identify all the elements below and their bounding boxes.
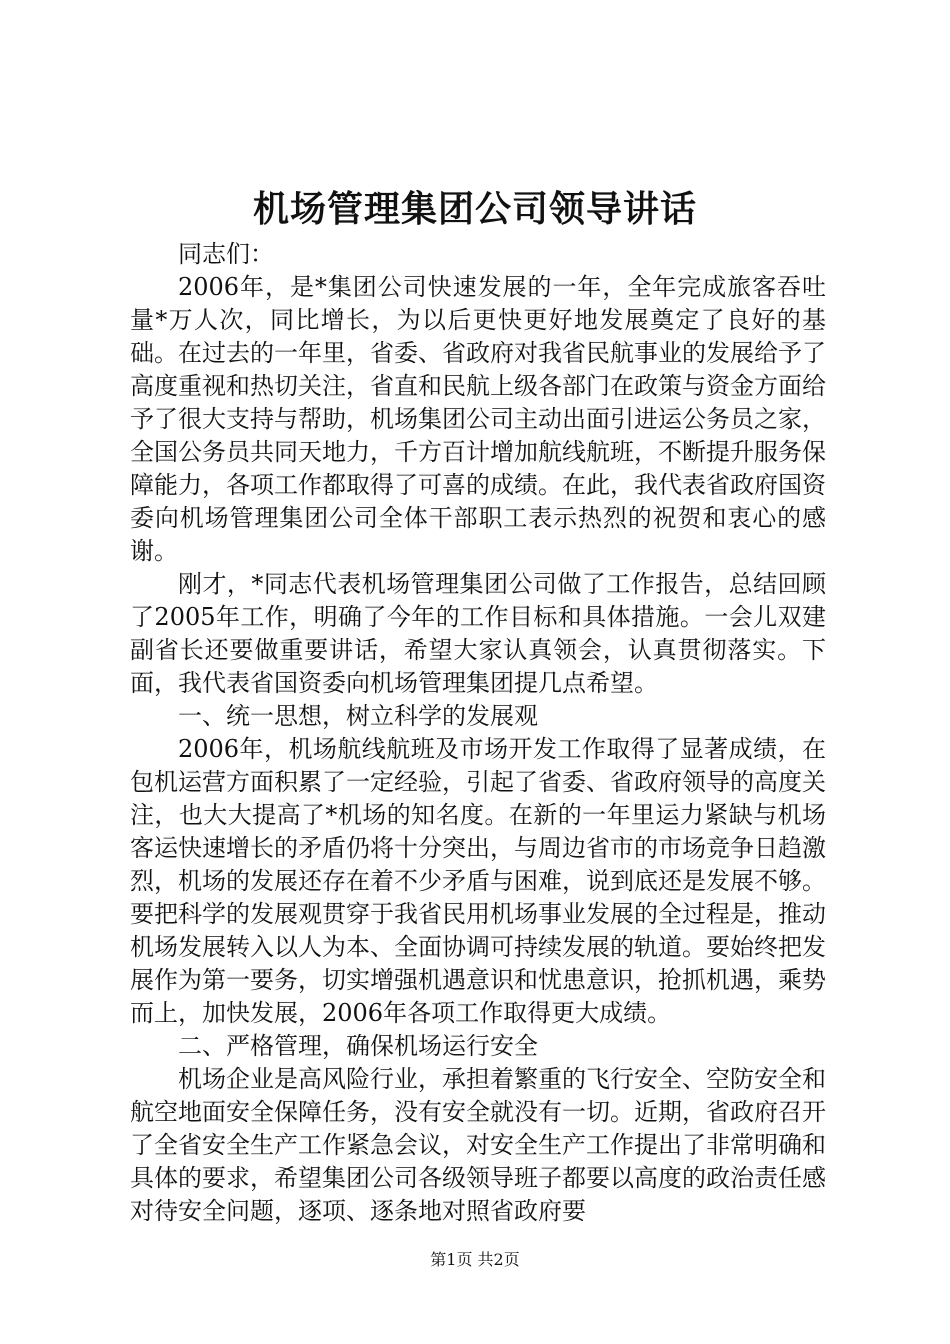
section-heading: 二、严格管理，确保机场运行安全 bbox=[178, 1032, 538, 1060]
paragraph: 2006年，机场航线航班及市场开发工作取得了显著成绩，在包机运营方面积累了一定经验，引起了省委、省政府领导的高度关注，也大大提高了*机场的知名度。在新的一年里运力紧缺与机场客运快速增长的矛盾仍将十分突出，与周边省市的市场竞争日趋激烈，机场的发展还存在着不少矛盾与困难，说到底还是发展不够。要把科学的发展观贯穿于我省民用机场事业发展的全过程是，推动机场发展转入以人为本、全面协调可持续发展的轨道。要始终把发展作为第一要务，切实增强机遇意识和忧患意识，抢抓机遇，乘势而上，加快发展，2006年各项工作取得更大成绩。 bbox=[130, 735, 826, 1027]
paragraph: 刚才，*同志代表机场管理集团公司做了工作报告，总结回顾了2005年工作，明确了今年的工作目标和具体措施。一会儿双建副省长还要做重要讲话，希望大家认真领会，认真贯彻落实。下面，我代表省国资委向机场管理集团提几点希望。 bbox=[130, 570, 826, 697]
document-body bbox=[130, 238, 826, 1228]
paragraph: 机场企业是高风险行业，承担着繁重的飞行安全、空防安全和航空地面安全保障任务，没有安全就没有一切。近期，省政府召开了全省安全生产工作紧急会议，对安全生产工作提出了非常明确和具体的要求，希望集团公司各级领导班子都要以高度的政治责任感对待安全问题，逐项、逐条地对照省政府要 bbox=[130, 1065, 826, 1225]
document-title: 机场管理集团公司领导讲话 bbox=[252, 188, 697, 230]
page-number-footer: 第1页 共2页 bbox=[430, 1250, 520, 1269]
section-heading: 一、统一思想，树立科学的发展观 bbox=[178, 702, 538, 730]
salutation: 同志们： bbox=[178, 240, 274, 268]
paragraph: 2006年，是*集团公司快速发展的一年，全年完成旅客吞吐量*万人次，同比增长，为以后更快更好地发展奠定了良好的基础。在过去的一年里，省委、省政府对我省民航事业的发展给予了高度重视和热切关注，省直和民航上级各部门在政策与资金方面给予了很大支持与帮助，机场集团公司主动出面引进运公务员之家，全国公务员共同天地力，千方百计增加航线航班，不断提升服务保障能力，各项工作都取得了可喜的成绩。在此，我代表省政府国资委向机场管理集团公司全体干部职工表示热烈的祝贺和衷心的感谢。 bbox=[130, 273, 826, 565]
